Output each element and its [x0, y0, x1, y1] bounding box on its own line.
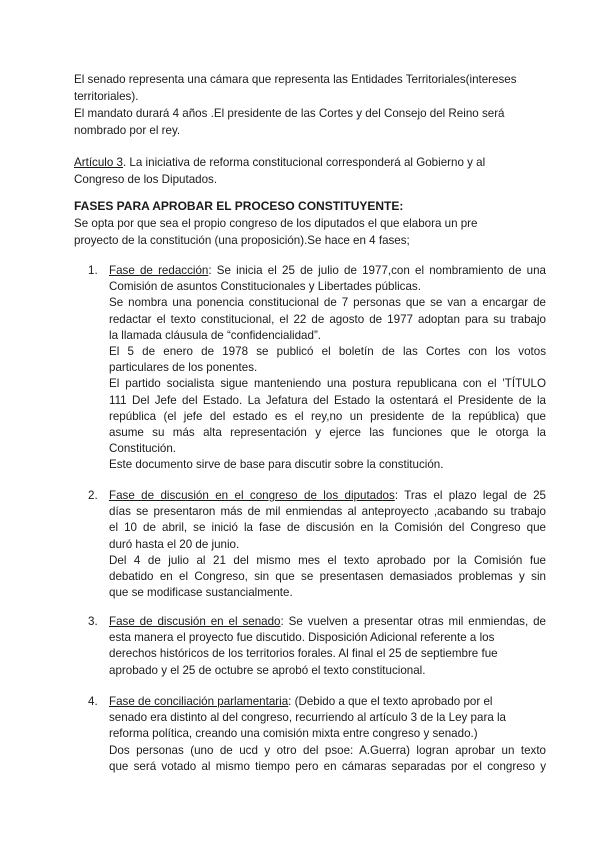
text-line: esta manera el proyecto fue discutido. Disposición Adicional referente a los [109, 631, 495, 645]
item-title: Fase de conciliación parlamentaria [109, 695, 289, 708]
articulo-text: . La iniciativa de reforma constitucional corresponderá al Gobierno y al [122, 156, 486, 169]
list-item [88, 263, 546, 474]
text-line: aprobado y el 25 de octubre se aprobó el texto constitucional. [109, 663, 426, 677]
text-line: Este documento sirve de base para discutir sobre la constitución. [109, 458, 444, 472]
text-line: El senado representa una cámara que representa las Entidades Territoriales(intereses [74, 73, 517, 86]
text-line: particulares de los ponentes. [109, 361, 258, 375]
intro-paragraph [74, 71, 544, 139]
item-text: : Se inicia el 25 de julio de 1977,con el nombramiento de una [208, 264, 546, 277]
text-line: debatido en el Congreso, sin que se presentasen demasiados problemas y sin [109, 570, 546, 584]
text-line: asume su más alta representación y ejerce las funciones que le otorga la [109, 426, 546, 440]
text-line: Dos personas (uno de ucd y otro del psoe: A.Guerra) logran aprobar un texto [109, 743, 546, 757]
text-line: duró hasta el 20 de junio. [109, 537, 240, 551]
text-line: senado era distinto al del congreso, recurriendo al artículo 3 de la Ley para la [109, 711, 507, 725]
text-line [109, 694, 546, 710]
text-line: El 5 de enero de 1978 se publicó el boletín de las Cortes con los votos [109, 345, 546, 359]
section-heading: FASES PARA APROBAR EL PROCESO CONSTITUYENTE: [74, 199, 404, 213]
list-item [88, 488, 546, 601]
text-line: derechos históricos de los territorios forales. Al final el 25 de septiembre fue [109, 647, 498, 661]
item-title: Fase de discusión en el congreso de los diputados [109, 489, 395, 502]
text-line: 111 Del Jefe del Estado. La Jefatura del Estado la ostentará el Presidente de la [109, 393, 546, 407]
text-line: reforma política, creando una comisión mixta entre congreso y senado.) [109, 727, 478, 741]
list-item [88, 614, 546, 679]
text-line [109, 488, 546, 504]
list-number: 2. [88, 489, 98, 502]
list-number: 4. [88, 695, 98, 708]
text-line: el 10 de abril, se inició la fase de discusión en la Comisión del Congreso que [109, 521, 546, 535]
list-number: 1. [88, 264, 98, 277]
text-line: que se modificase sustancialmente. [109, 586, 293, 600]
articulo-label: Artículo 3 [74, 156, 123, 169]
text-line [109, 614, 546, 630]
text-line: la llamada cláusula de “confidencialidad”. [109, 328, 322, 342]
text-line: Se nombra una ponencia constitucional de 7 personas que se van a encargar de [109, 296, 546, 310]
text-line [109, 263, 546, 279]
text-line: territoriales). [74, 90, 139, 103]
list-item [88, 694, 546, 775]
text-line: El partido socialista sigue manteniendo una postura republicana con el 'TÍTULO [109, 377, 546, 391]
articulo-paragraph [74, 154, 544, 188]
text-line: proyecto de la constitución (una proposición).Se hace en 4 fases; [74, 234, 410, 247]
fases-intro [74, 198, 544, 249]
item-title: Fase de redacción [109, 264, 209, 277]
text-line: república (el jefe del estado es el rey,no un presidente de la república) que [109, 409, 546, 423]
text-line: Comisión de asuntos Constitucionales y Libertades públicas. [109, 280, 421, 294]
text-line: El mandato durará 4 años .El presidente de las Cortes y del Consejo del Reino será [74, 107, 505, 120]
item-text: : (Debido a que el texto aprobado por el [288, 695, 493, 708]
text-line: redactar el texto constitucional, el 22 de agosto de 1977 adoptan para su trabajo [109, 312, 546, 326]
item-text: : Tras el plazo legal de 25 [394, 489, 546, 502]
text-line: Del 4 de julio al 21 del mismo mes el texto aprobado por la Comisión fue [109, 553, 546, 567]
text-line: Se opta por que sea el propio congreso de los diputados el que elabora un pre [74, 217, 478, 230]
text-line: días se presentaron más de mil enmiendas al anteproyecto ,acabando su trabajo [109, 505, 546, 519]
text-line: nombrado por el rey. [74, 124, 181, 137]
text-line: Constitución. [109, 442, 177, 456]
item-title: Fase de discusión en el senado [109, 615, 281, 628]
text-line [74, 154, 544, 171]
item-text: : Se vuelven a presentar otras mil enmiendas, de [280, 615, 546, 628]
text-line: que será votado al mismo tiempo pero en cámaras separadas por el congreso y [109, 759, 546, 773]
list-number: 3. [88, 615, 98, 628]
text-line: Congreso de los Diputados. [74, 173, 218, 186]
